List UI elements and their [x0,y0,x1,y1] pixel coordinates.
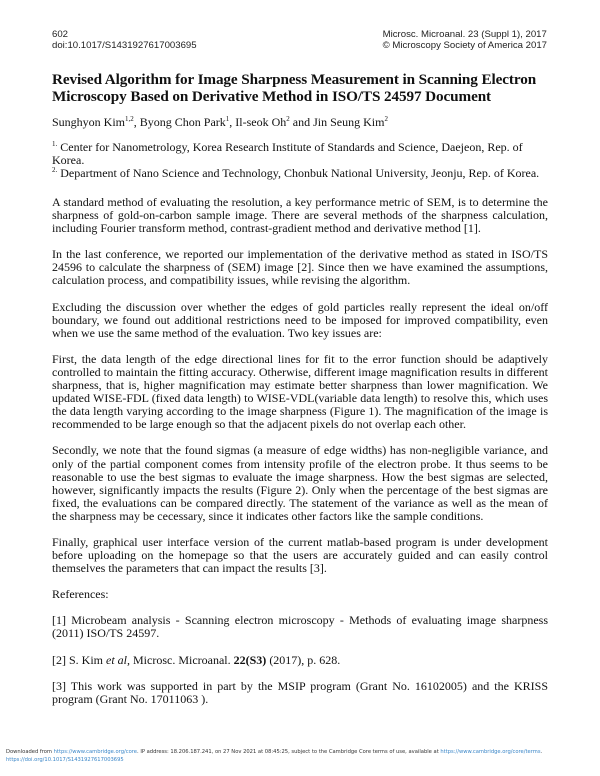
affiliation-item [52,141,548,167]
journal-citation: Microsc. Microanal. 23 (Suppl 1), 2017 [382,29,547,40]
references-heading: References: [52,587,109,602]
paragraph-key-issues: Excluding the discussion over whether the edges of gold particles really represent the ideal on/off boundary, we found out additional restrictions need to be imposed for improved compatibility, even when we use the same method of the evaluation. Two key issues are: [52,299,548,340]
affiliation-mark: 1. [52,140,58,148]
paper-body [52,196,548,719]
doi-label: doi:10.1017/S1431927617003695 [52,40,197,51]
reference-item-2 [52,654,548,667]
paragraph-second-issue: Secondly, we note that the found sigmas (a measure of edge widths) has non-negligible variance, and only of the partial component comes from intensity profile of the electron probe. It thus seems to be reasonable to use the best sigmas to evaluate the image sharpness. How the best sigmas are selected, however, significantly impacts the results (Figure 2). Only when the percentage of the best sigmas are fixed, the evaluations can be compared directly. The statement of the variance as well as the mean of the sharpness may be cecessary, since it indicates other factors like the sample conditions. [52,443,548,523]
paragraph-last-conference: In the last conference, we reported our implementation of the derivative method as stated in ISO/TS 24596 to calculate the sharpness of (SEM) image [2]. Since then we have examined the assumptions, calculation process, and compatibility issues, while revising the algorithm. [52,247,548,288]
author-affiliation-mark: 2 [384,115,388,123]
paragraph-first-issue: First, the data length of the edge directional lines for fit to the error function should be adaptively controlled to maintain the fitting accuracy. Otherwise, different image magnification results in different sharpness, that is, higher magnification may estimate better sharpness than lower magnification. We updated WISE-FDL (fixed data length) to WISE-VDL(variable data length) to resolve this, which uses the data length varying according to the image sharpness (Figure 1). The magnification of the image is recommended to be large enough so that the adjacent pixels do not overlap each other. [52,351,548,432]
author-list [52,115,552,129]
reference-text: Microsc. Microanal. [130,652,234,667]
paragraph-intro: A standard method of evaluating the resolution, a key performance metric of SEM, is to determine the sharpness of gold-on-carbon sample image. There are several methods of the sharpness calculation, including Fourier transform method, contrast-gradient method and derivative method [1]. [52,195,548,236]
reference-item-1: [1] Microbeam analysis - Scanning electron microscopy - Methods of evaluating image sharpness (2011) ISO/TS 24597. [52,613,548,641]
affiliation-text: Center for Nanometrology, Korea Research Institute of Standards and Science, Daejeon, Rep. of Korea. [52,140,523,167]
author-affiliation-mark: 1,2 [125,115,134,123]
copyright-notice: © Microscopy Society of America 2017 [382,40,547,51]
footer-text: . IP address: 18.206.187.241, on 27 Nov 2021 at 08:45:25, subject to the Cambridge Core terms of use, available at [137,749,441,755]
reference-volume: 22(S3) [233,652,267,667]
footer-line-1 [6,748,596,756]
paper-title [52,71,552,105]
header-right [383,29,547,51]
title-line-2: Microscopy Based on Derivative Method in ISO/TS 24597 Document [52,88,492,105]
paragraph-finally: Finally, graphical user interface version of the current matlab-based program is under development before uploading on the homepage so that the users are accurately guided and can easily control themselves the parameters that can impact the results [3]. [52,534,548,576]
cambridge-terms-link[interactable]: https://www.cambridge.org/core/terms [440,749,541,755]
author-name: Byong Chon Park [139,115,226,129]
download-footer [6,748,596,764]
author-affiliation-mark: 2 [286,115,290,123]
affiliation-list [52,141,548,180]
affiliation-text: Department of Nano Science and Technology, Chonbuk National University, Jeonju, Rep. of Korea. [57,166,540,180]
references-section [52,588,548,706]
author-affiliation-mark: 1 [225,115,230,123]
affiliation-mark: 2. [52,166,58,174]
reference-text: [2] S. Kim [52,652,106,667]
cambridge-core-link[interactable]: https://www.cambridge.org/core [53,749,138,755]
doi-link[interactable]: https://doi.org/10.1017/S1431927617003695 [6,757,124,763]
author-separator: , [133,115,140,129]
affiliation-item [52,167,548,180]
author-name: Sunghyon Kim [52,115,126,129]
reference-item-3: [3] This work was supported in part by the MSIP program (Grant No. 16102005) and the KRISS program (Grant No. 17011063 ). [52,678,548,706]
header-left [52,29,197,51]
reference-text: (2017), p. 628. [266,652,341,667]
author-name: Il-seok Oh [235,115,287,129]
footer-line-2 [6,756,596,764]
author-separator: , [229,115,236,129]
footer-text: Downloaded from [6,749,54,755]
author-separator: and [289,115,314,129]
page-number: 602 [52,29,69,40]
footer-text: . [540,749,543,755]
author-name: Jin Seung Kim [313,115,385,129]
title-line-1: Revised Algorithm for Image Sharpness Measurement in Scanning Electron [52,71,537,88]
reference-italic: et al, [106,652,130,667]
